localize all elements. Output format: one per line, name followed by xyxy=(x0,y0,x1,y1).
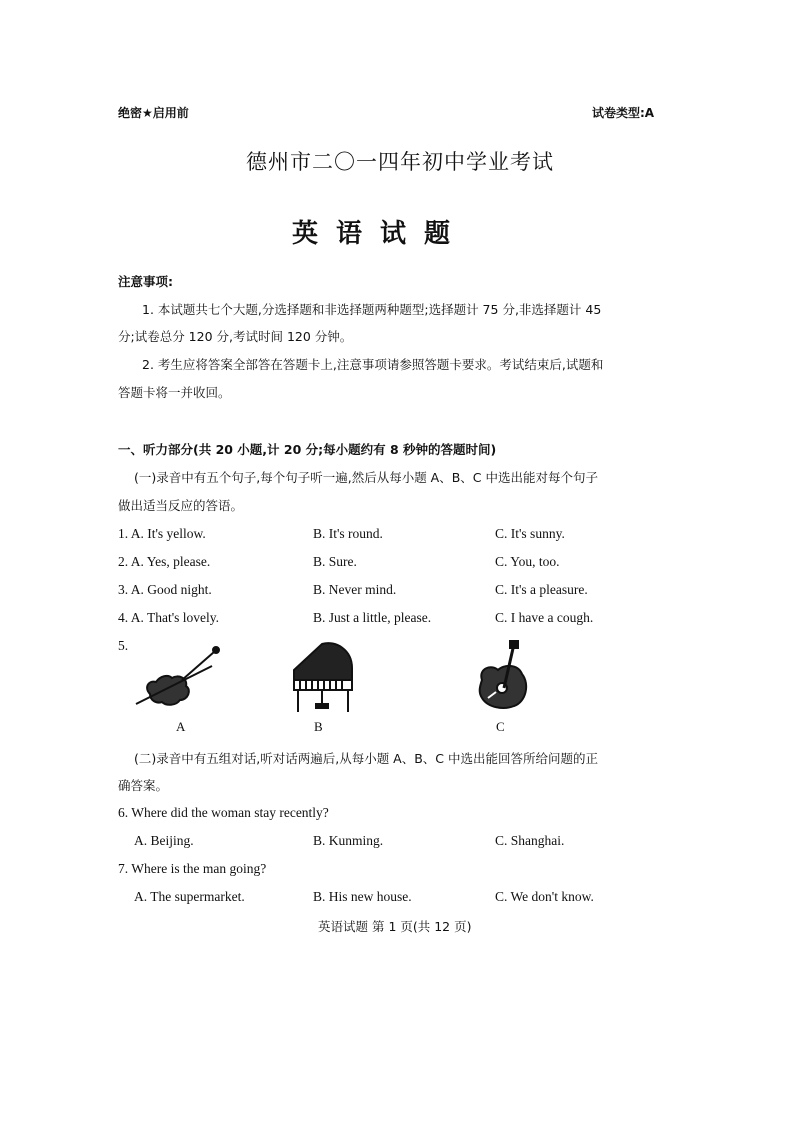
q5-number: 5. xyxy=(118,638,129,653)
q1-option-b: B. It's round. xyxy=(313,526,383,541)
q4-option-a: 4. A. That's lovely. xyxy=(118,610,220,625)
q7-option-b: B. His new house. xyxy=(313,889,412,904)
q7-option-c: C. We don't know. xyxy=(495,889,594,904)
part1-instructions-line-2: 做出适当反应的答语。 xyxy=(118,498,244,513)
page-footer: 英语试题 第 1 页(共 12 页) xyxy=(318,919,472,934)
q5-option-b-label: B xyxy=(314,719,323,734)
q1-option-a: 1. A. It's yellow. xyxy=(118,526,206,541)
q7-question: 7. Where is the man going? xyxy=(118,861,267,876)
listening-section-heading: 一、听力部分(共 20 小题,计 20 分;每小题约有 8 秒钟的答题时间) xyxy=(118,442,497,457)
q3-option-b: B. Never mind. xyxy=(313,582,397,597)
q2-option-c: C. You, too. xyxy=(495,554,560,569)
guitar-icon xyxy=(474,640,534,714)
paper-type-label: 试卷类型:A xyxy=(592,106,655,120)
exam-title: 德州市二〇一四年初中学业考试 xyxy=(246,150,554,174)
q6-option-a: A. Beijing. xyxy=(134,833,194,848)
q3-option-c: C. It's a pleasure. xyxy=(495,582,588,597)
q5-option-c-label: C xyxy=(496,719,505,734)
q1-option-c: C. It's sunny. xyxy=(495,526,565,541)
part2-instructions-line-1: (二)录音中有五组对话,听对话两遍后,从每小题 A、B、C 中选出能回答所给问题的正 xyxy=(134,751,599,766)
notes-item-1-line-1: 1. 本试题共七个大题,分选择题和非选择题两种题型;选择题计 75 分,非选择题计 45 xyxy=(142,302,602,317)
confidential-label: 绝密★启用前 xyxy=(118,106,189,120)
violin-icon xyxy=(132,642,224,712)
q6-option-b: B. Kunming. xyxy=(313,833,384,848)
q2-option-b: B. Sure. xyxy=(313,554,357,569)
q4-option-c: C. I have a cough. xyxy=(495,610,594,625)
part1-instructions-line-1: (一)录音中有五个句子,每个句子听一遍,然后从每小题 A、B、C 中选出能对每个句子 xyxy=(134,470,599,485)
piano-icon xyxy=(288,640,360,716)
subject-title: 英语试题 xyxy=(292,219,469,249)
notes-item-1-line-2: 分;试卷总分 120 分,考试时间 120 分钟。 xyxy=(118,329,353,344)
q7-option-a: A. The supermarket. xyxy=(134,889,245,904)
part2-instructions-line-2: 确答案。 xyxy=(118,778,169,793)
q4-option-b: B. Just a little, please. xyxy=(313,610,432,625)
q2-option-a: 2. A. Yes, please. xyxy=(118,554,211,569)
notes-heading: 注意事项: xyxy=(118,274,173,289)
q3-option-a: 3. A. Good night. xyxy=(118,582,212,597)
q6-question: 6. Where did the woman stay recently? xyxy=(118,805,329,820)
q5-option-a-label: A xyxy=(176,719,186,734)
notes-item-2-line-2: 答题卡将一并收回。 xyxy=(118,385,231,400)
notes-item-2-line-1: 2. 考生应将答案全部答在答题卡上,注意事项请参照答题卡要求。考试结束后,试题和 xyxy=(142,357,604,372)
q6-option-c: C. Shanghai. xyxy=(495,833,565,848)
